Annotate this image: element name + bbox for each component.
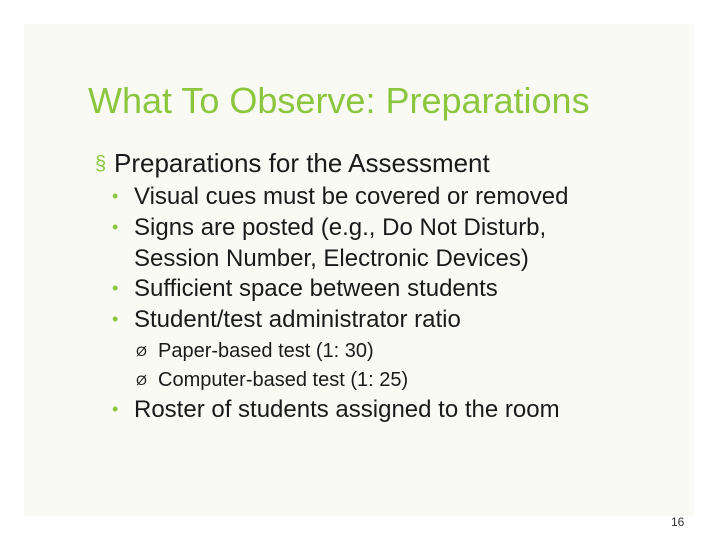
- bullet-text: Visual cues must be covered or removed: [134, 183, 569, 210]
- bullet-text: Student/test administrator ratio: [134, 306, 461, 333]
- sub-bullet-text: Computer-based test (1: 25): [158, 369, 409, 391]
- bullet-text-continuation: Session Number, Electronic Devices): [134, 245, 529, 272]
- bullet-item: [112, 212, 546, 274]
- page-number: 16: [671, 515, 685, 529]
- section-heading-text: Preparations for the Assessment: [114, 148, 490, 178]
- bullet-text: Roster of students assigned to the room: [134, 396, 560, 423]
- arrowhead-bullet-icon: Ø: [136, 372, 147, 388]
- bullet-item: [112, 273, 498, 304]
- bullet-item: [112, 181, 568, 212]
- bullet-item: [112, 394, 560, 425]
- bullet-text: Sufficient space between students: [134, 275, 498, 302]
- arrowhead-bullet-icon: Ø: [136, 343, 147, 359]
- square-bullet-icon: §: [95, 153, 107, 175]
- bullet-dot-icon: •: [112, 186, 119, 206]
- section-heading: [95, 147, 490, 180]
- slide-title: What To Observe: Preparations: [88, 80, 590, 121]
- sub-bullet-item: [136, 336, 374, 366]
- bullet-item: [112, 304, 461, 335]
- bullet-dot-icon: •: [112, 399, 119, 419]
- bullet-dot-icon: •: [112, 309, 119, 329]
- bullet-dot-icon: •: [112, 278, 119, 298]
- sub-bullet-item: [136, 365, 408, 395]
- bullet-text: Signs are posted (e.g., Do Not Disturb,: [134, 214, 547, 241]
- sub-bullet-text: Paper-based test (1: 30): [158, 340, 374, 362]
- bullet-dot-icon: •: [112, 217, 119, 237]
